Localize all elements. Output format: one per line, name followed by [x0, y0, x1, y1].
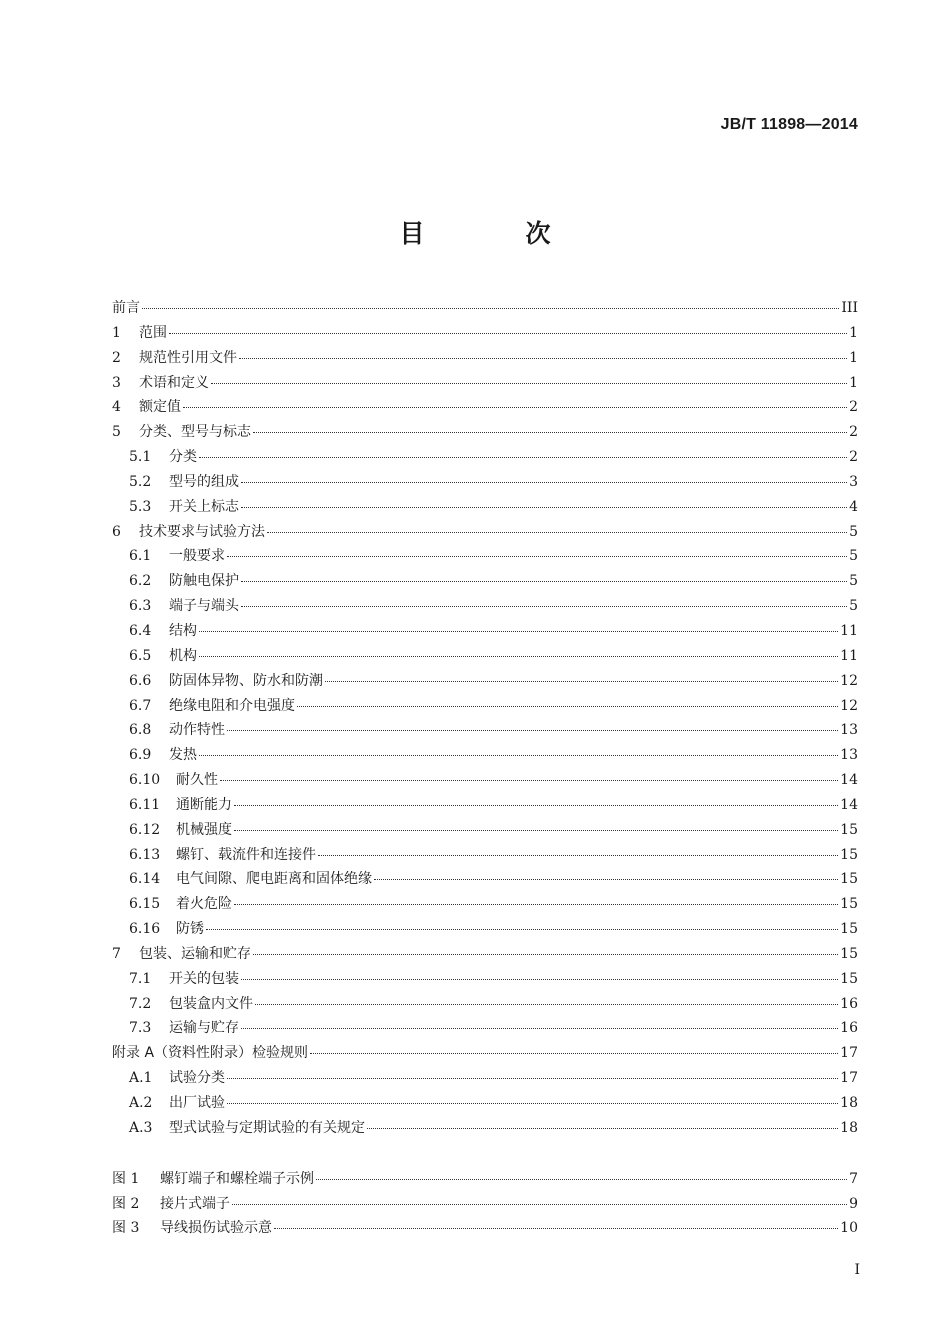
toc-entry-page: 2	[849, 399, 858, 416]
toc-entry-page: 13	[840, 722, 858, 739]
toc-entry-page: 11	[840, 622, 858, 639]
toc-entry-page: 15	[840, 945, 858, 962]
toc-entry-number: 6.1	[129, 548, 152, 565]
toc-entry-page: 16	[840, 995, 858, 1012]
toc-dot-leader	[374, 879, 838, 880]
toc-entry-number: 2	[112, 349, 121, 366]
toc-entry-title: 机构	[169, 647, 197, 664]
toc-entry[interactable]	[112, 1066, 858, 1091]
figure-list	[112, 1167, 858, 1242]
toc-entry[interactable]	[112, 967, 858, 992]
toc-entry-title: 端子与端头	[169, 598, 239, 615]
toc-entry-page: 18	[840, 1119, 858, 1136]
toc-entry-number: 6.3	[129, 598, 152, 615]
toc-entry-title: 着火危险	[176, 896, 232, 913]
toc-entry-page: 3	[849, 473, 858, 490]
toc-dot-leader	[199, 631, 838, 632]
toc-entry-title: 防触电保护	[169, 573, 239, 590]
toc-entry-page: 12	[840, 672, 858, 689]
toc-entry-number: 6.16	[129, 921, 161, 938]
toc-dot-leader	[274, 1228, 838, 1229]
toc-entry-number: A.2	[129, 1095, 153, 1111]
toc-dot-leader	[239, 358, 847, 359]
toc-entry-number: 5.3	[129, 498, 152, 515]
toc-entry[interactable]	[112, 1016, 858, 1041]
toc-entry-number: 6.7	[129, 697, 152, 714]
toc-entry-title: 技术要求与试验方法	[139, 523, 265, 540]
toc-entry-number: 6.12	[129, 821, 161, 838]
toc-dot-leader	[318, 855, 838, 856]
toc-dot-leader	[241, 606, 847, 607]
toc-entry-page: 15	[840, 896, 858, 913]
toc-entry[interactable]	[112, 843, 858, 868]
toc-entry-page: 11	[840, 647, 858, 664]
toc-dot-leader	[232, 1204, 847, 1205]
toc-entry-number: 4	[112, 399, 121, 416]
standard-code: JB/T 11898—2014	[720, 116, 858, 133]
toc-entry-page: 10	[840, 1220, 858, 1237]
toc-entry-page: 1	[849, 374, 858, 391]
toc-entry-page: 15	[840, 970, 858, 987]
toc-entry-number: 1	[112, 324, 121, 341]
toc-entry[interactable]	[112, 992, 858, 1017]
toc-dot-leader	[199, 457, 847, 458]
toc-entry-number: 6.9	[129, 747, 152, 764]
toc-entry-title: 绝缘电阻和介电强度	[169, 697, 295, 714]
toc-entry-page: 2	[849, 449, 858, 466]
toc-dot-leader	[241, 1028, 838, 1029]
toc-entry-title: 运输与贮存	[169, 1020, 239, 1037]
toc-entry-page: 14	[840, 796, 858, 813]
toc-dot-leader	[241, 507, 847, 508]
toc-entry-number: 图 3	[112, 1220, 140, 1237]
toc-dot-leader	[234, 805, 838, 806]
toc-entry-title: 出厂试验	[169, 1095, 225, 1111]
toc-entry-title: 螺钉端子和螺栓端子示例	[160, 1170, 314, 1187]
toc-entry-title: 电气间隙、爬电距离和固体绝缘	[176, 871, 372, 888]
toc-entry[interactable]	[112, 371, 858, 396]
toc-entry-page: 15	[840, 846, 858, 863]
toc-entry[interactable]	[112, 818, 858, 843]
toc-entry-title: 前言	[112, 300, 140, 316]
toc-entry[interactable]	[112, 942, 858, 967]
toc-dot-leader	[199, 755, 838, 756]
toc-entry-number: 6.4	[129, 622, 152, 639]
toc-entry[interactable]	[112, 1116, 858, 1141]
toc-dot-leader	[206, 929, 838, 930]
toc-entry[interactable]	[112, 669, 858, 694]
toc-entry-page: 17	[840, 1045, 858, 1062]
toc-entry-title: 一般要求	[169, 548, 225, 565]
toc-entry-page: 15	[840, 871, 858, 888]
toc-entry-page: 12	[840, 697, 858, 714]
toc-entry[interactable]	[112, 768, 858, 793]
toc-entry-page: 13	[840, 747, 858, 764]
toc-entry[interactable]	[112, 420, 858, 445]
toc-entry[interactable]	[112, 793, 858, 818]
toc-entry[interactable]	[112, 1192, 858, 1217]
toc-entry-page: 18	[840, 1095, 858, 1111]
toc-entry-number: 6.13	[129, 846, 161, 863]
toc-entry-title: 规范性引用文件	[139, 349, 237, 366]
toc-entry-number: 6.5	[129, 647, 152, 664]
toc-entry-page: 1	[849, 324, 858, 341]
toc-dot-leader	[211, 383, 847, 384]
toc-entry-number: 6.10	[129, 772, 161, 789]
toc-entry-page: 9	[849, 1195, 858, 1212]
toc-entry-title: 导线损伤试验示意	[160, 1220, 272, 1237]
toc-entry-title: 防固体异物、防水和防潮	[169, 672, 323, 689]
toc-dot-leader	[367, 1128, 838, 1129]
toc-entry-title: 发热	[169, 747, 197, 764]
toc-dot-leader	[267, 532, 847, 533]
toc-dot-leader	[183, 407, 847, 408]
toc-dot-leader	[234, 904, 838, 905]
toc-dot-leader	[142, 308, 839, 309]
toc-entry-page: III	[841, 300, 858, 316]
toc-entry[interactable]	[112, 296, 858, 321]
toc-entry-number: 6.11	[129, 796, 161, 813]
toc-entry-title: 额定值	[139, 399, 181, 416]
toc-entry-title: 结构	[169, 622, 197, 639]
toc-dot-leader	[227, 556, 847, 557]
toc-entry-page: 4	[849, 498, 858, 515]
toc-entry-title: 范围	[139, 324, 167, 341]
toc-entry-title: 耐久性	[176, 772, 218, 789]
toc-entry-title: 包装、运输和贮存	[139, 945, 251, 962]
toc-entry[interactable]	[112, 495, 858, 520]
toc-dot-leader	[253, 954, 838, 955]
toc-entry-page: 1	[849, 349, 858, 366]
toc-entry-number: 7.1	[129, 970, 152, 987]
toc-entry-number: 3	[112, 374, 121, 391]
toc-dot-leader	[241, 979, 838, 980]
toc-entry-title: 通断能力	[176, 796, 232, 813]
toc-entry-title: 接片式端子	[160, 1195, 230, 1212]
toc-entry-page: 2	[849, 424, 858, 441]
toc-entry-title: 试验分类	[169, 1070, 225, 1087]
toc-entry-number: 图 1	[112, 1170, 140, 1187]
toc-entry-page: 14	[840, 772, 858, 789]
toc-dot-leader	[220, 780, 838, 781]
toc-entry[interactable]	[112, 594, 858, 619]
toc-entry[interactable]	[112, 445, 858, 470]
toc-dot-leader	[169, 333, 847, 334]
toc-dot-leader	[297, 706, 838, 707]
toc-entry[interactable]	[112, 867, 858, 892]
toc-entry-title: 防锈	[176, 921, 204, 938]
toc-entry[interactable]	[112, 892, 858, 917]
toc-entry[interactable]	[112, 1167, 858, 1192]
toc-entry[interactable]	[112, 1041, 858, 1066]
toc-entry[interactable]	[112, 346, 858, 371]
toc-entry[interactable]	[112, 718, 858, 743]
toc-dot-leader	[255, 1004, 838, 1005]
toc-entry[interactable]	[112, 694, 858, 719]
toc-entry-number: 7.2	[129, 995, 152, 1012]
toc-entry[interactable]	[112, 743, 858, 768]
toc-entry[interactable]	[112, 470, 858, 495]
toc-entry-page: 5	[849, 573, 858, 590]
toc-entry-title: 包装盒内文件	[169, 995, 253, 1012]
toc-entry-title: 开关上标志	[169, 498, 239, 515]
toc-entry-title: 分类	[169, 449, 197, 466]
toc-entry-title: 动作特性	[169, 722, 225, 739]
toc-entry[interactable]	[112, 1091, 858, 1116]
toc-entry[interactable]	[112, 644, 858, 669]
toc-entry-page: 5	[849, 548, 858, 565]
toc-entry-number: 图 2	[112, 1195, 140, 1212]
toc-entry-title: 术语和定义	[139, 374, 209, 391]
toc-dot-leader	[227, 730, 838, 731]
page-title: 目 次	[399, 219, 589, 248]
toc-entry-title: 型式试验与定期试验的有关规定	[169, 1119, 365, 1136]
toc-dot-leader	[241, 482, 847, 483]
toc-entry-page: 15	[840, 821, 858, 838]
toc-entry-number: 7.3	[129, 1020, 152, 1037]
toc-list	[112, 296, 858, 1141]
toc-entry-page: 16	[840, 1020, 858, 1037]
toc-entry-number: 6.6	[129, 672, 152, 689]
page-number: I	[854, 1262, 860, 1278]
toc-dot-leader	[253, 432, 847, 433]
toc-entry-page: 5	[849, 598, 858, 615]
toc-entry-number: 6.8	[129, 722, 152, 739]
toc-entry-number: 7	[112, 945, 121, 962]
toc-dot-leader	[227, 1103, 838, 1104]
toc-entry-number: A.1	[129, 1070, 153, 1087]
toc-entry-page: 15	[840, 921, 858, 938]
toc-entry[interactable]	[112, 569, 858, 594]
toc-dot-leader	[325, 681, 838, 682]
toc-entry[interactable]	[112, 520, 858, 545]
toc-entry-number: 5	[112, 424, 121, 441]
toc-entry-title: 分类、型号与标志	[139, 424, 251, 441]
toc-entry-title: 型号的组成	[169, 473, 239, 490]
toc-entry-title: 附录 A（资料性附录）检验规则	[112, 1045, 309, 1062]
toc-entry-number: 5.2	[129, 473, 152, 490]
toc-entry-title: 机械强度	[176, 821, 232, 838]
toc-entry-number: 6.15	[129, 896, 161, 913]
toc-entry-number: 6.14	[129, 871, 161, 888]
toc-entry-number: 6.2	[129, 573, 152, 590]
toc-entry-number: 5.1	[129, 449, 152, 466]
toc-entry[interactable]	[112, 395, 858, 420]
toc-dot-leader	[310, 1053, 838, 1054]
toc-dot-leader	[199, 656, 838, 657]
table-of-contents	[112, 296, 858, 1241]
toc-entry[interactable]	[112, 1216, 858, 1241]
toc-dot-leader	[234, 830, 838, 831]
toc-dot-leader	[227, 1078, 838, 1079]
toc-entry-page: 7	[849, 1170, 858, 1187]
toc-entry[interactable]	[112, 619, 858, 644]
toc-entry-title: 开关的包装	[169, 970, 239, 987]
toc-entry-number: 6	[112, 523, 121, 540]
toc-dot-leader	[316, 1179, 847, 1180]
toc-entry[interactable]	[112, 544, 858, 569]
toc-entry[interactable]	[112, 917, 858, 942]
toc-entry-page: 5	[849, 523, 858, 540]
toc-dot-leader	[241, 581, 847, 582]
toc-entry-title: 螺钉、载流件和连接件	[176, 846, 316, 863]
toc-entry[interactable]	[112, 321, 858, 346]
toc-entry-page: 17	[840, 1070, 858, 1087]
toc-entry-number: A.3	[129, 1119, 153, 1136]
